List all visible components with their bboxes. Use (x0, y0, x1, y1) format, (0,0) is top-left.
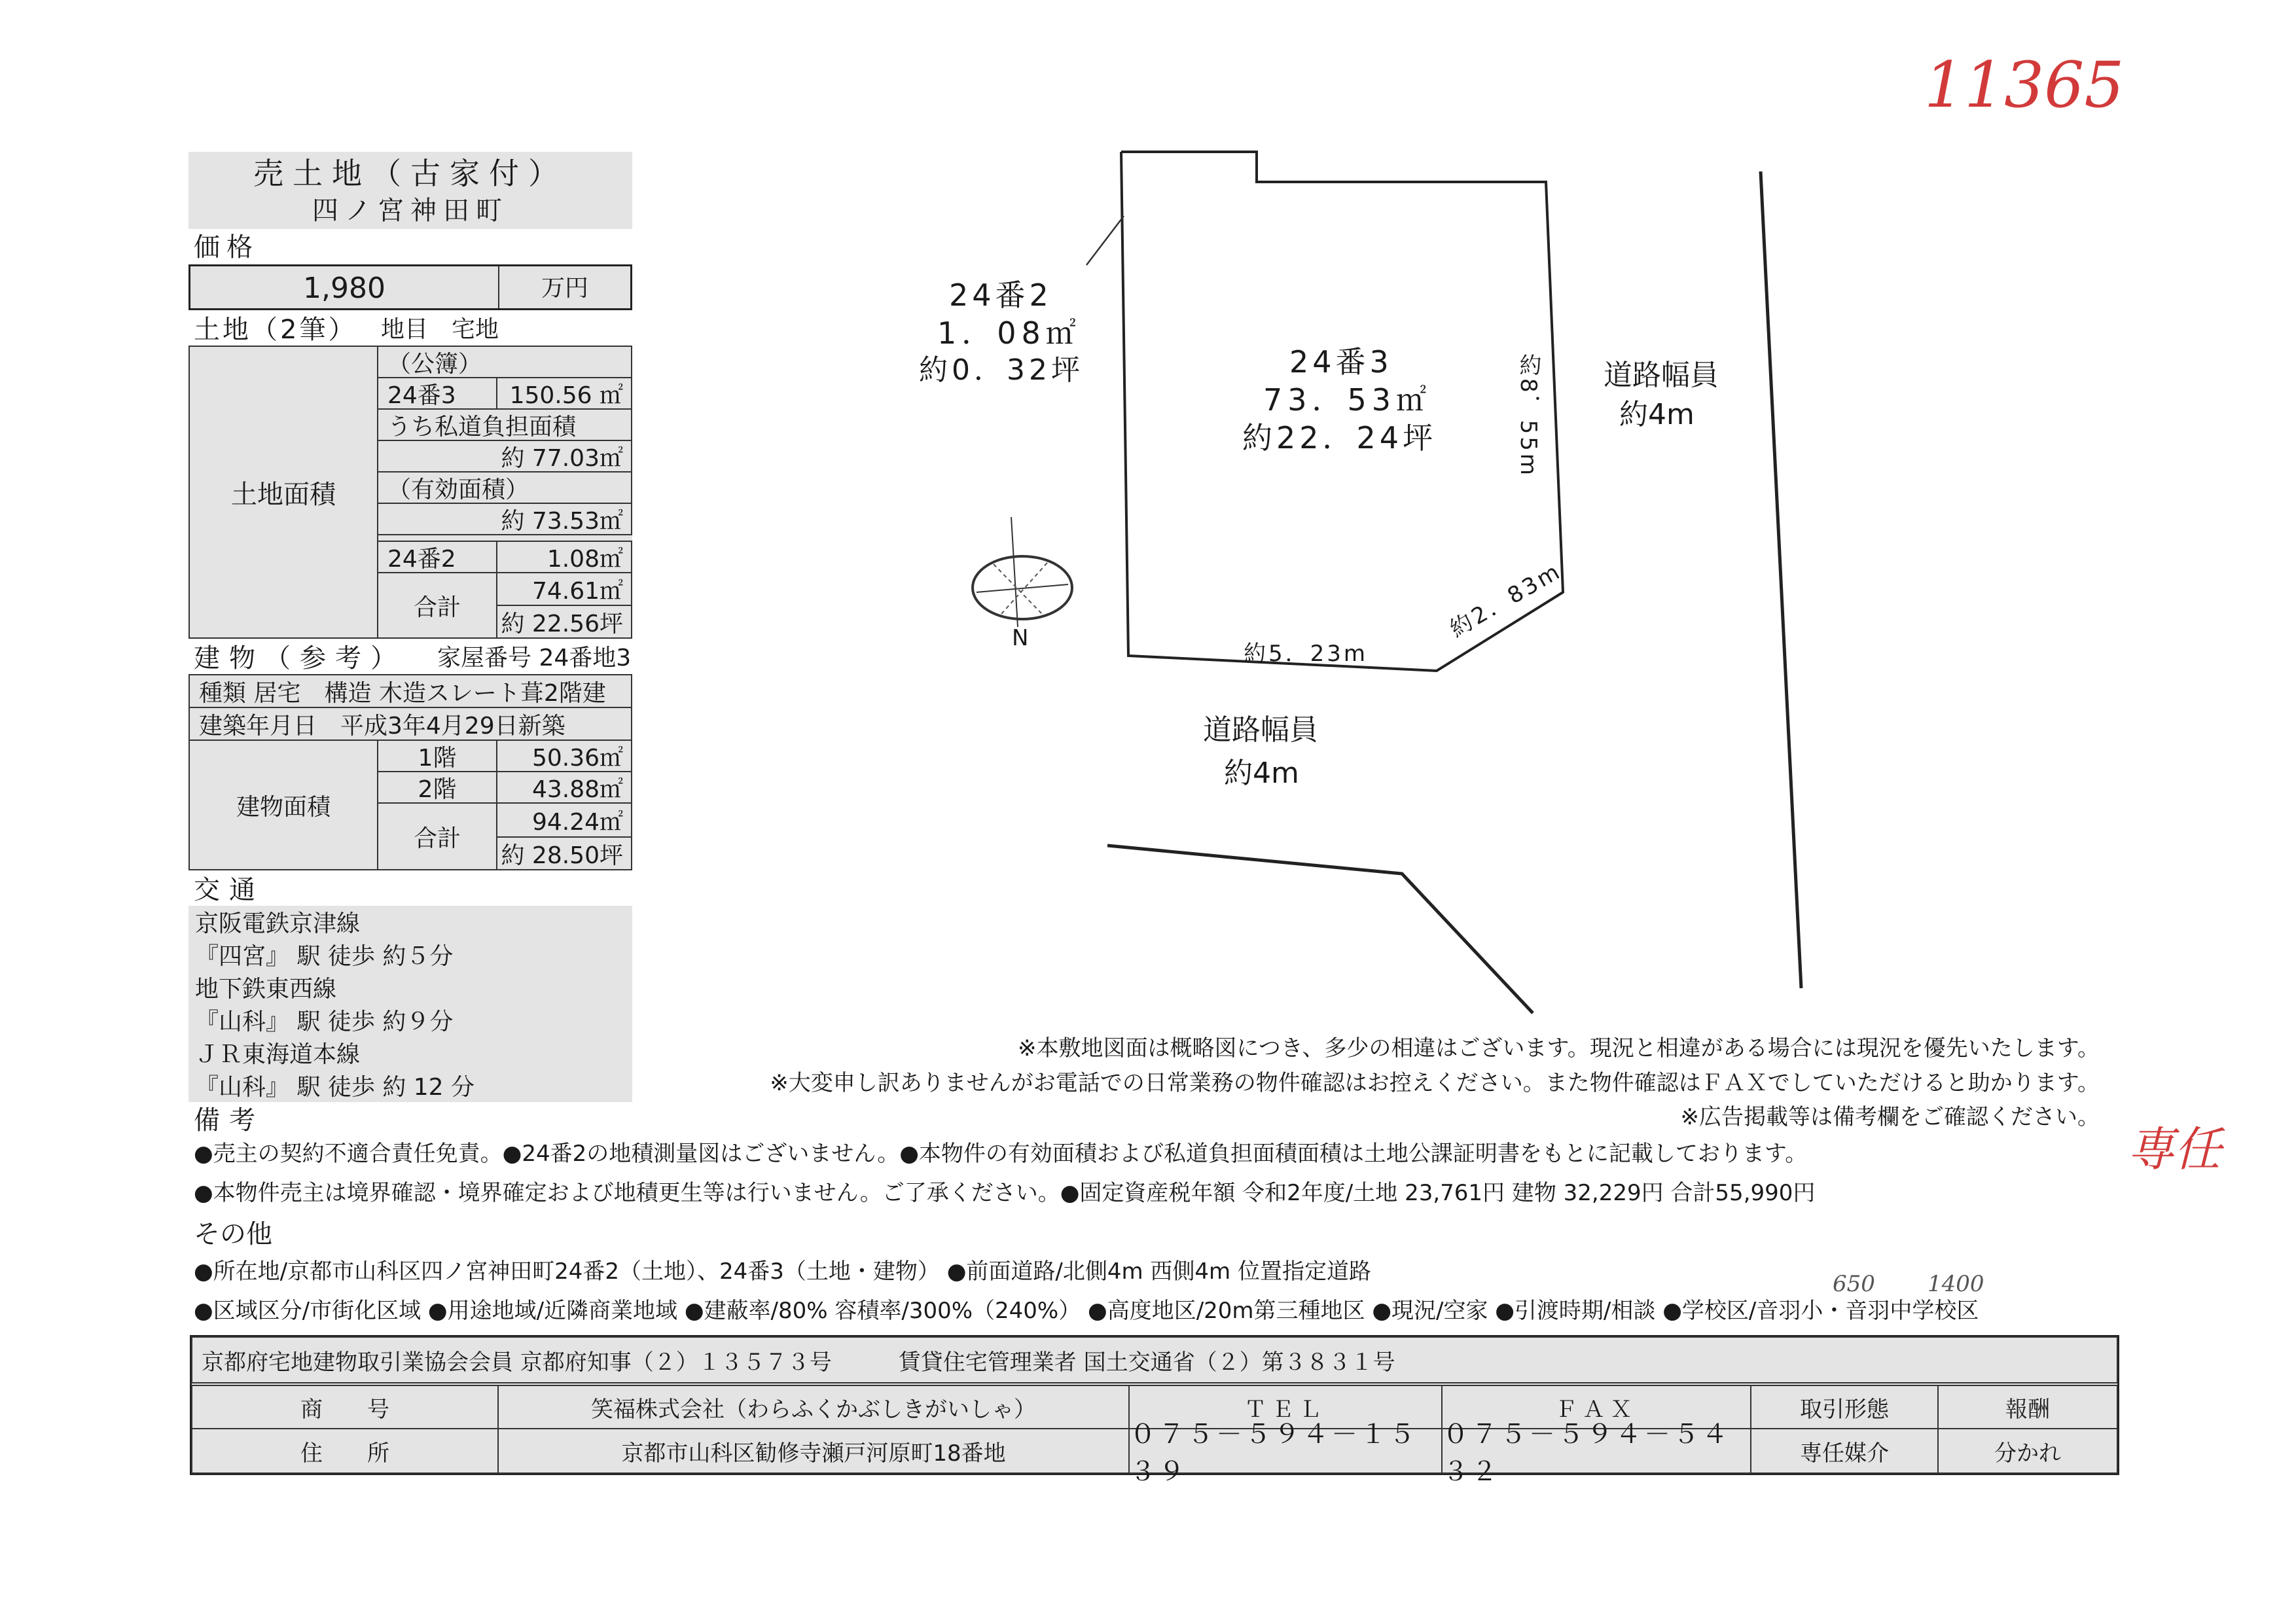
other-heading: その他 (194, 1219, 272, 1249)
handwritten-note-650: 650 (1833, 1271, 1875, 1297)
south-road-label: 道路幅員 (1203, 713, 1318, 747)
fee-value: 分かれ (1937, 1428, 2118, 1474)
east-road-width: 約4m (1619, 398, 1695, 431)
lot3-area-tsubo: 約22．24坪 (1242, 420, 1437, 455)
compass-icon (973, 517, 1072, 627)
remarks-heading: 備考 (194, 1105, 264, 1135)
notice-map-approximation: ※本敷地図面は概略図につき、多少の相違はございます。現況と相違がある場合には現況を優先いたします。 (1017, 1035, 2100, 1061)
east-road-label: 道路幅員 (1604, 359, 1719, 392)
company-name: 笑福株式会社（わらふくかぶしきがいしゃ） (497, 1385, 1130, 1429)
association-line: 京都府宅地建物取引業協会会員 京都府知事（２）１３５７３号 賃貸住宅管理業者 国土交通省（２）第３８３１号 (191, 1336, 2118, 1383)
transport-line-3: ＪＲ東海道本線 (195, 1041, 361, 1068)
south-boundary-dimension: 約5．23m (1244, 641, 1369, 667)
building-heading: 建物（参考） (194, 643, 406, 673)
land-total-tsubo: 約 22.56坪 (496, 605, 632, 639)
notice-advertising: ※広告掲載等は備考欄をご確認ください。 (1680, 1104, 2100, 1130)
price-unit: 万円 (541, 275, 588, 302)
lot2-area-sqm: 1．08㎡ (937, 315, 1081, 351)
land-total-label: 合計 (377, 572, 497, 639)
fee-label: 報酬 (1937, 1385, 2118, 1429)
company-address: 京都市山科区勧修寺瀬戸河原町18番地 (497, 1428, 1130, 1474)
land-kobo-label: （公簿） (377, 346, 632, 378)
listing-location: 四ノ宮神田町 (312, 196, 509, 226)
lot3-name: 24番3 (1289, 344, 1393, 380)
building-area-label: 建物面積 (188, 740, 378, 870)
land-lot2-label: 24番2 (377, 541, 497, 573)
lot2-name: 24番2 (949, 277, 1052, 313)
transport-station-1: 『四宮』 駅 徒歩 約５分 (195, 943, 454, 970)
remarks-line-1: ●売主の契約不適合責任免責。●24番2の地積測量図はございません。●本物件の有効面積および私道負担面積面積は土地公課証明書をもとに記載しております。 (194, 1141, 1808, 1167)
tel-number: ０７５－５９４－１５３９ (1128, 1428, 1443, 1474)
transport-station-2: 『山科』 駅 徒歩 約９分 (195, 1008, 454, 1035)
notice-phone-inquiry: ※大変申し訳ありませんがお電話での日常業務の物件確認はお控えください。また物件確認はＦＡＸでしていただけると助かります。 (770, 1070, 2100, 1096)
land-lot3-label: 24番3 (377, 377, 497, 410)
fax-number: ０７５－５９４－５４３２ (1441, 1428, 1751, 1474)
handwritten-note-1400: 1400 (1928, 1271, 1984, 1297)
corner-boundary-dimension: 約2．83m (1445, 558, 1567, 643)
building-house-number: 家屋番号 24番地3 (437, 645, 632, 671)
building-f1-label: 1階 (377, 740, 497, 772)
company-address-label: 住 所 (191, 1428, 499, 1474)
lot3-area-sqm: 73．53㎡ (1263, 382, 1432, 418)
south-road-width: 約4m (1224, 757, 1299, 790)
east-boundary-dimension: 約8．55m (1515, 353, 1541, 478)
transport-station-3: 『山科』 駅 徒歩 約 12 分 (195, 1074, 475, 1101)
east-road-line (1761, 171, 1801, 988)
price-value: 1,980 (303, 272, 386, 305)
building-f2-area: 43.88㎡ (496, 771, 632, 804)
land-heading: 土地（2筆） (194, 315, 357, 345)
building-total-sqm: 94.24㎡ (496, 802, 632, 838)
building-total-tsubo: 約 28.50坪 (496, 836, 632, 870)
fax-label: ＦＡＸ (1441, 1385, 1751, 1429)
building-built-row: 建築年月日 平成3年4月29日新築 (188, 707, 632, 741)
building-f1-area: 50.36㎡ (496, 740, 632, 772)
building-type-row: 種類 居宅 構造 木造スレート葺2階建 (188, 674, 632, 708)
tel-label: ＴＥＬ (1128, 1385, 1443, 1429)
lot2-leader-line (1086, 216, 1124, 265)
land-private-road-label: うち私道負担面積 (377, 408, 632, 441)
land-lot3-area: 150.56 ㎡ (496, 377, 632, 410)
land-private-road-area: 約 77.03㎡ (377, 440, 632, 473)
transport-line-2: 地下鉄東西線 (195, 976, 337, 1003)
land-total-sqm: 74.61㎡ (496, 572, 632, 606)
listing-title: 売土地（古家付） (253, 156, 567, 191)
land-effective-area: 約 73.53㎡ (377, 503, 632, 535)
building-total-label: 合計 (377, 802, 497, 870)
land-category: 宅地 (452, 316, 499, 343)
lot2-area-tsubo: 約0．32坪 (919, 353, 1084, 387)
handwritten-reference-number: 11365 (1924, 48, 2125, 122)
transport-heading: 交通 (194, 875, 264, 905)
land-lot2-area: 1.08㎡ (496, 541, 632, 573)
south-road-line (1107, 846, 1533, 1013)
transport-line-1: 京阪電鉄京津線 (195, 910, 361, 937)
deal-type-label: 取引形態 (1750, 1385, 1939, 1429)
building-f2-label: 2階 (377, 771, 497, 804)
land-area-label: 土地面積 (188, 346, 378, 639)
deal-type: 専任媒介 (1750, 1428, 1939, 1474)
remarks-line-2: ●本物件売主は境界確認・境界確定および地積更生等は行いません。ご了承ください。●固定資産税年額 令和2年度/土地 23,761円 建物 32,229円 合計55,990円 (194, 1180, 1816, 1206)
land-effective-label: （有効面積） (377, 471, 632, 504)
handwritten-stamp: 専任 (2127, 1122, 2222, 1177)
compass-north-label: N (1012, 625, 1029, 651)
other-line-1: ●所在地/京都市山科区四ノ宮神田町24番2（土地）、24番3（土地・建物） ●前面道路/北側4m 西側4m 位置指定道路 (194, 1258, 1371, 1285)
company-name-label: 商 号 (191, 1385, 499, 1429)
land-category-label: 地目 (381, 316, 429, 343)
other-line-2: ●区域区分/市街化区域 ●用途地域/近隣商業地域 ●建蔽率/80% 容積率/300%（240%） ●高度地区/20m第三種地区 ●現況/空家 ●引渡時期/相談 ●学校区/音羽小・音羽中学校区 (194, 1298, 1979, 1324)
price-label: 価格 (194, 232, 259, 262)
